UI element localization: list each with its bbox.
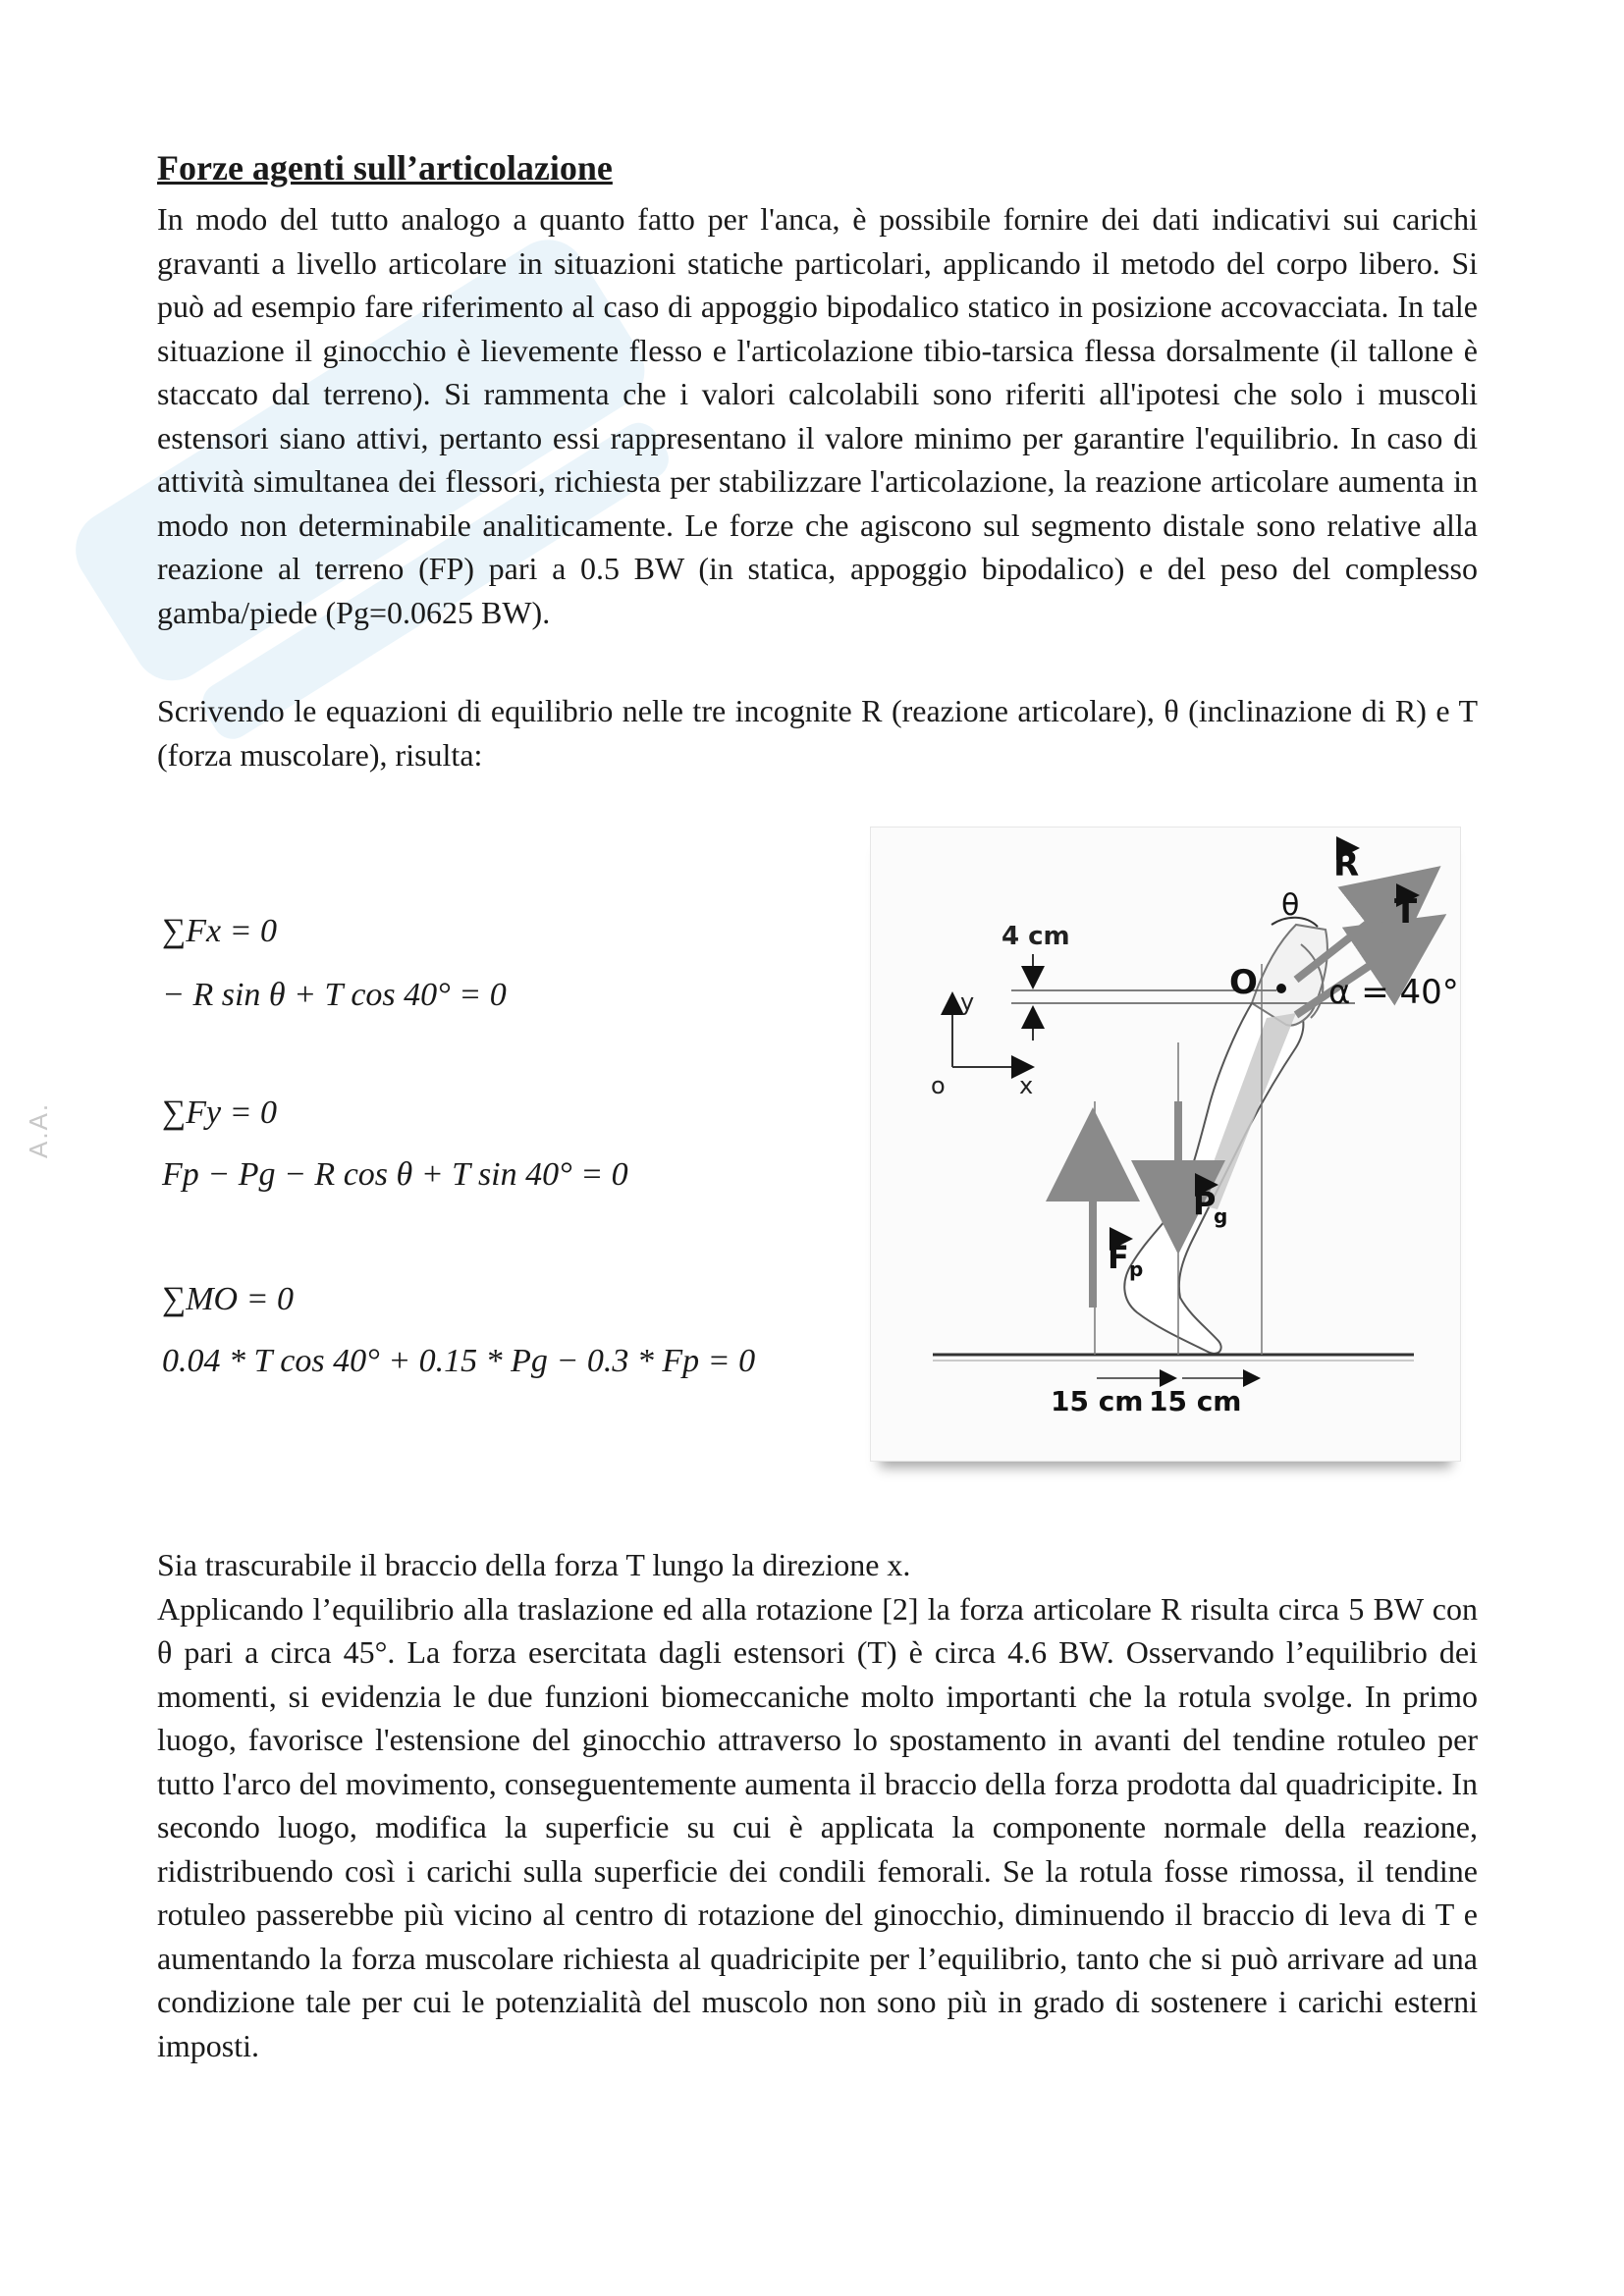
label-15cm-right: 15 cm: [1149, 1385, 1242, 1417]
label-Pg-sub: g: [1214, 1204, 1228, 1228]
label-Fp: F: [1108, 1239, 1129, 1276]
label-theta: θ: [1281, 888, 1300, 923]
label-15cm-left: 15 cm: [1051, 1385, 1144, 1417]
equation-1: − R sin θ + T cos 40° = 0: [162, 977, 507, 1013]
equation-2: Fp − Pg − R cos θ + T sin 40° = 0: [162, 1156, 628, 1193]
pivot-point: [1276, 984, 1286, 993]
equation-sum-mo: ∑MO = 0: [162, 1281, 295, 1317]
diagram-svg: [864, 817, 1473, 1494]
label-Fp-sub: p: [1129, 1257, 1144, 1281]
equation-sum-fx: ∑Fx = 0: [162, 913, 278, 949]
equation-3: 0.04 * T cos 40° + 0.15 * Pg − 0.3 * Fp = 0: [162, 1343, 756, 1379]
axis-label-y: y: [960, 988, 975, 1016]
conclusion-first-line: Sia trascurabile il braccio della forza T lungo la direzione x.: [157, 1547, 911, 1582]
label-4cm: 4 cm: [1001, 922, 1070, 951]
axis-label-x: x: [1019, 1072, 1034, 1099]
conclusion-body: Applicando l’equilibrio alla traslazione ed alla rotazione [2] la forza articolare R risulta circa 5 BW con θ pari a circa 45°. La forza esercitata dagli estensori (T) è circa 4.6 BW. Osservando l’equilibrio dei momenti, si evidenzia le due funzioni biomeccaniche molto importanti che la rotula svolge. In primo luogo, favorisce l'estensione del ginocchio attraverso lo spostamento in avanti del tendine rotuleo per tutto l'arco del movimento, conseguentemente aumenta il braccio della forza prodotta dal quadricipite. In secondo luogo, modifica la superficie su cui è applicata la componente normale della reazione, ridistribuendo così i carichi sulla superficie dei condili femorali. Se la rotula fosse rimossa, il tendine rotuleo passerebbe più vicino al centro di rotazione del ginocchio, diminuendo il braccio di leva di T e aumentando la forza muscolare richiesta al quadricipite per l’equilibrio, tanto che si può arrivare ad una condizione tale per cui le potenzialità del muscolo non sono più in grado di sostenere i carichi esterni imposti.: [157, 1590, 1478, 2063]
label-O: O: [1229, 963, 1258, 1002]
intro-paragraph: In modo del tutto analogo a quanto fatto per l'anca, è possibile fornire dei dati indicativi sui carichi gravanti a livello articolare in situazioni statiche particolari, applicando il metodo del corpo libero. Si può ad esempio fare riferimento al caso di appoggio bipodalico statico in posizione accovacciata. In tale situazione il ginocchio è lievemente flesso e l'articolazione tibio-tarsica flessa dorsalmente (il tallone è staccato dal terreno). Si rammenta che i valori calcolabili sono riferiti all'ipotesi che solo i muscoli estensori siano attivi, pertanto essi rappresentano il valore minimo per garantire l'equilibrio. In caso di attività simultanea dei flessori, richiesta per stabilizzare l'articolazione, la reazione articolare aumenta in modo non determinabile analiticamente. Le forze che agiscono sul segmento distale sono relative alla reazione al terreno (FP) pari a 0.5 BW (in statica, appoggio bipodalico) e del peso del complesso gamba/piede (Pg=0.0625 BW).: [157, 201, 1478, 630]
knee-force-diagram: [864, 817, 1473, 1494]
label-R: R: [1333, 845, 1360, 884]
equation-sum-fy: ∑Fy = 0: [162, 1095, 278, 1131]
label-Pg: P: [1193, 1185, 1217, 1222]
label-T: T: [1394, 892, 1418, 932]
conclusion-paragraph: [157, 1543, 1478, 2067]
label-alpha: α = 40°: [1328, 973, 1459, 1012]
axis-label-origin: o: [931, 1072, 946, 1099]
equations-intro-paragraph: Scrivendo le equazioni di equilibrio nelle tre incognite R (reazione articolare), θ (inclinazione di R) e T (forza muscolare), risulta:: [157, 693, 1478, 773]
section-heading: Forze agenti sull’articolazione: [157, 148, 613, 187]
side-mark: A.A.: [24, 1101, 53, 1158]
